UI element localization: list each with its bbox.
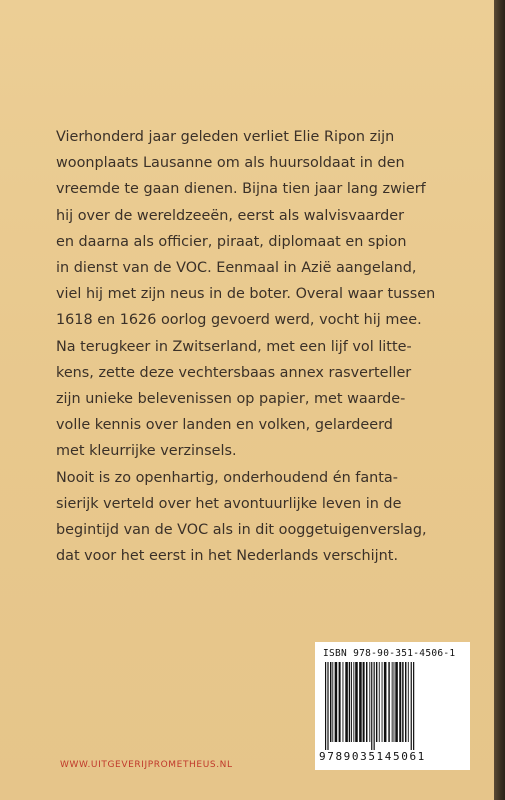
blurb-line: Na terugkeer in Zwitserland, met een lijf vol litte- <box>56 338 412 355</box>
barcode-bar <box>349 662 350 742</box>
isbn-barcode <box>315 642 470 770</box>
blurb-line: Vierhonderd jaar geleden verliet Elie Ripon zijn <box>56 129 395 145</box>
barcode-bar <box>332 662 333 742</box>
barcode-bar <box>399 662 401 742</box>
blurb-line: hij over de wereldzeeën, eerst als walvisvaarder <box>56 207 405 224</box>
barcode-bar <box>388 662 389 742</box>
blurb-line: kens, zette deze vechtersbaas annex rasverteller <box>56 364 412 381</box>
barcode-bar <box>366 662 367 742</box>
barcode-bar <box>343 662 344 742</box>
barcode-bar <box>379 662 380 742</box>
blurb-line: sierijk verteld over het avontuurlijke leven in de <box>56 495 402 512</box>
barcode-bar <box>369 662 370 742</box>
blurb-line: Nooit is zo openhartig, onderhoudend én fanta- <box>56 469 398 486</box>
blurb-line: woonplaats Lausanne om als huursoldaat in den <box>56 155 405 172</box>
isbn-label: ISBN 978-90-351-4506-1 <box>323 648 456 659</box>
barcode-bar <box>394 662 395 742</box>
blurb-line: en daarna als officier, piraat, diplomaat en spion <box>56 233 407 250</box>
blurb-paragraph-2 <box>56 465 486 570</box>
barcode-bar <box>371 662 372 750</box>
barcode-bar <box>330 662 331 742</box>
barcode-bar <box>335 662 338 742</box>
barcode-bar <box>376 662 377 742</box>
barcode-bar <box>402 662 403 742</box>
blurb-line: 1618 en 1626 oorlog gevoerd werd, vocht hij mee. <box>56 312 422 329</box>
barcode-bar <box>363 662 365 742</box>
publisher-url: WWW.UITGEVERIJPROMETHEUS.NL <box>60 760 233 770</box>
blurb-line: in dienst van de VOC. Eenmaal in Azië aangeland, <box>56 260 417 277</box>
barcode-bar <box>413 662 414 750</box>
blurb-line: dat voor het eerst in het Nederlands verschijnt. <box>56 548 399 565</box>
blurb-line: volle kennis over landen en volken, gelardeerd <box>56 417 393 434</box>
barcode-bar <box>408 662 409 742</box>
barcode-bar <box>351 662 352 742</box>
blurb-line: viel hij met zijn neus in de boter. Overal waar tussen <box>56 286 436 303</box>
blurb-paragraph-1 <box>56 124 486 465</box>
barcode-bar <box>359 662 362 742</box>
barcode-bar <box>405 662 406 742</box>
barcode-bar <box>339 662 341 742</box>
barcode-bar <box>374 662 375 750</box>
spine-edge <box>494 0 505 800</box>
blurb-line: zijn unieke belevenissen op papier, met waarde- <box>56 391 406 408</box>
barcode-bar <box>353 662 354 742</box>
barcode-bar <box>392 662 393 742</box>
barcode-bar <box>395 662 398 742</box>
barcode-bar <box>382 662 383 742</box>
barcode-bars <box>323 662 463 750</box>
barcode-bar <box>345 662 348 742</box>
blurb-text <box>56 124 486 569</box>
barcode-bar <box>384 662 387 742</box>
barcode-bar <box>355 662 358 742</box>
blurb-line: vreemde te gaan dienen. Bijna tien jaar lang zwierf <box>56 181 426 198</box>
barcode-bar <box>325 662 326 750</box>
barcode-bar <box>327 662 328 750</box>
blurb-line: begintijd van de VOC als in dit ooggetuigenverslag, <box>56 522 427 539</box>
barcode-bar <box>411 662 412 750</box>
blurb-line: met kleurrijke verzinsels. <box>56 443 237 460</box>
isbn-digits: 9789035145061 <box>319 750 426 763</box>
